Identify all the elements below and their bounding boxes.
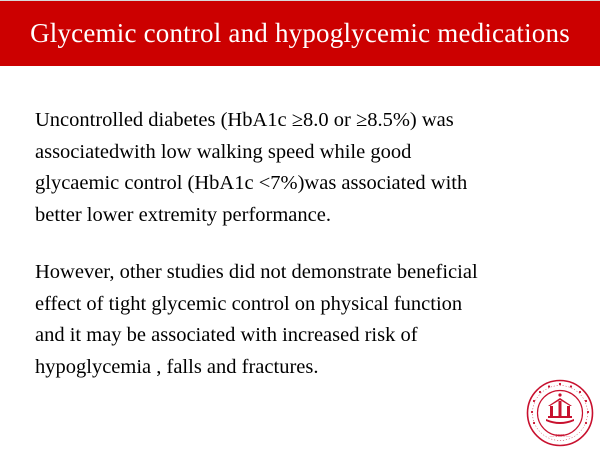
- paragraph-1-line-3: glycaemic control (HbA1c <7%)was associated with: [35, 172, 468, 194]
- title-bar: [0, 1, 600, 66]
- seal-year-text: — 2003 —: [549, 433, 571, 438]
- paragraph-1-line-1: Uncontrolled diabetes (HbA1c ≥8.0 or ≥8.5%) was: [35, 109, 454, 131]
- paragraph-1-line-4: better lower extremity performance.: [35, 203, 331, 226]
- university-seal-icon: [526, 379, 594, 447]
- paragraph-2-line-1: However, other studies did not demonstrate beneficial: [35, 261, 478, 283]
- paragraph-1-line-2: associatedwith low walking speed while good: [35, 140, 412, 163]
- paragraph-2-line-3: and it may be associated with increased risk of: [35, 324, 418, 346]
- paragraph-2: [35, 257, 555, 383]
- paragraph-1: [35, 105, 555, 231]
- paragraph-2-line-2: effect of tight glycemic control on physical function: [35, 292, 463, 315]
- paragraph-2-line-4: hypoglycemia , falls and fractures.: [35, 355, 319, 378]
- slide-title: Glycemic control and hypoglycemic medications: [30, 18, 570, 48]
